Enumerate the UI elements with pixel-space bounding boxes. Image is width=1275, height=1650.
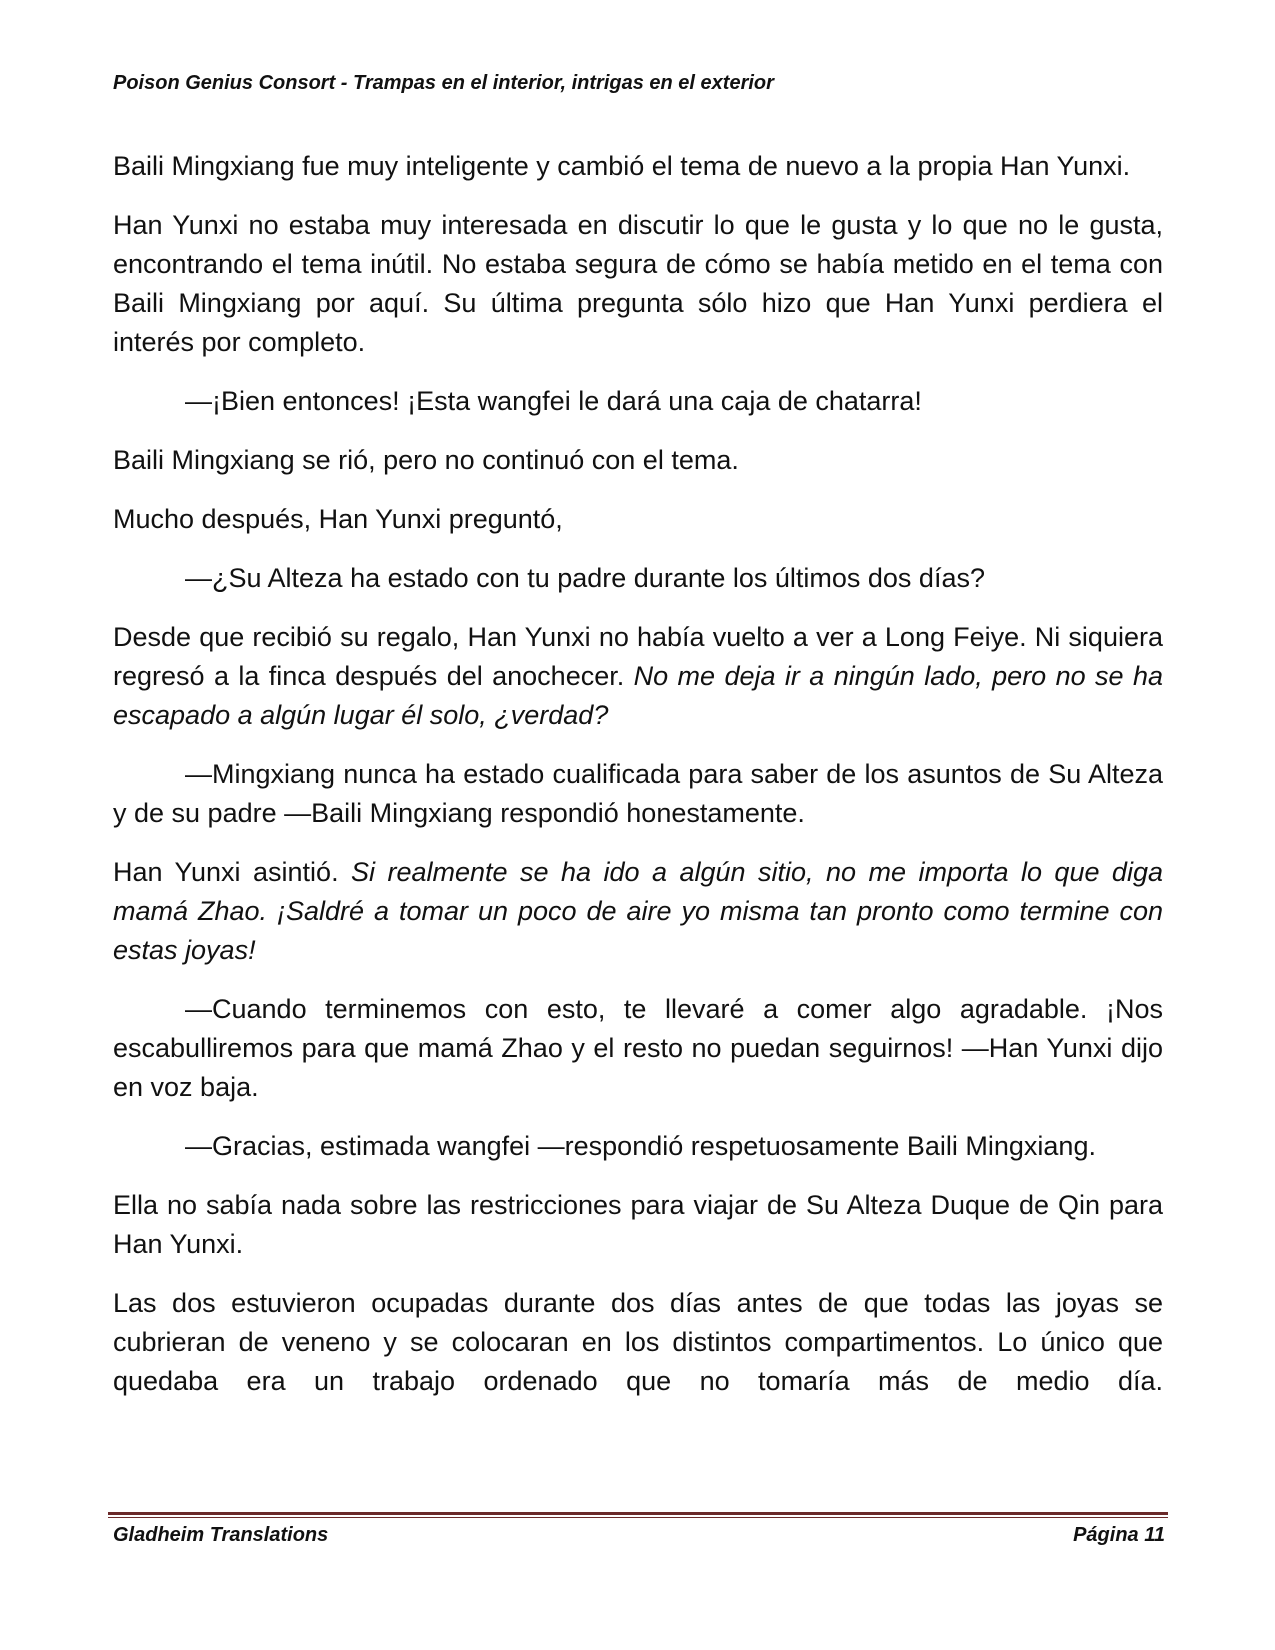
footer-publisher: Gladheim Translations <box>113 1524 329 1546</box>
paragraph <box>113 618 1163 735</box>
paragraph: Ella no sabía nada sobre las restricciones para viajar de Su Alteza Duque de Qin para Han Yunxi. <box>113 1190 1163 1259</box>
running-header: Poison Genius Consort - Trampas en el interior, intrigas en el exterior <box>113 72 774 94</box>
dialogue-paragraph: —Cuando terminemos con esto, te llevaré a comer algo agradable. ¡Nos escabulliremos para que mamá Zhao y el resto no puedan seguirnos! —Han Yunxi dijo en voz baja. <box>113 994 1163 1102</box>
dialogue-paragraph: —Gracias, estimada wangfei —respondió respetuosamente Baili Mingxiang. <box>185 1131 1096 1161</box>
paragraph: Han Yunxi no estaba muy interesada en discutir lo que le gusta y lo que no le gusta, encontrando el tema inútil. No estaba segura de cómo se había metido en el tema con Baili Mingxiang por aquí. Su última pregunta sólo hizo que Han Yunxi perdiera el interés por completo. <box>113 210 1163 357</box>
paragraph-text: Han Yunxi asintió. <box>113 857 352 887</box>
paragraph: Mucho después, Han Yunxi preguntó, <box>113 504 563 534</box>
paragraph: Baili Mingxiang fue muy inteligente y cambió el tema de nuevo a la propia Han Yunxi. <box>113 151 1131 181</box>
inner-thought: Si realmente se ha ido a algún sitio, no me importa lo que diga mamá Zhao. ¡Saldré a tomar un poco de aire yo misma tan pronto como termine con estas joyas! <box>113 857 1163 965</box>
paragraph: Baili Mingxiang se rió, pero no continuó con el tema. <box>113 445 739 475</box>
inner-thought: No me deja ir a ningún lado, pero no se ha escapado a algún lugar él solo, ¿verdad? <box>113 661 1163 730</box>
footer-rule <box>108 1512 1168 1518</box>
dialogue-paragraph: —¿Su Alteza ha estado con tu padre durante los últimos dos días? <box>185 563 985 593</box>
footer-page-number: Página 11 <box>1073 1524 1165 1546</box>
body-text <box>113 147 1163 1421</box>
dialogue-paragraph: —¡Bien entonces! ¡Esta wangfei le dará una caja de chatarra! <box>185 386 922 416</box>
paragraph-text: Desde que recibió su regalo, Han Yunxi no había vuelto a ver a Long Feiye. Ni siquiera regresó a la finca después del anochecer. <box>113 622 1163 691</box>
dialogue-paragraph: —Mingxiang nunca ha estado cualificada para saber de los asuntos de Su Alteza y de su padre —Baili Mingxiang respondió honestamente. <box>113 759 1163 828</box>
paragraph <box>113 853 1163 970</box>
paragraph: Las dos estuvieron ocupadas durante dos días antes de que todas las joyas se cubrieran de veneno y se colocaran en los distintos compartimentos. Lo único que quedaba era un trabajo ordenado que no tomaría más de medio día. <box>113 1288 1163 1396</box>
